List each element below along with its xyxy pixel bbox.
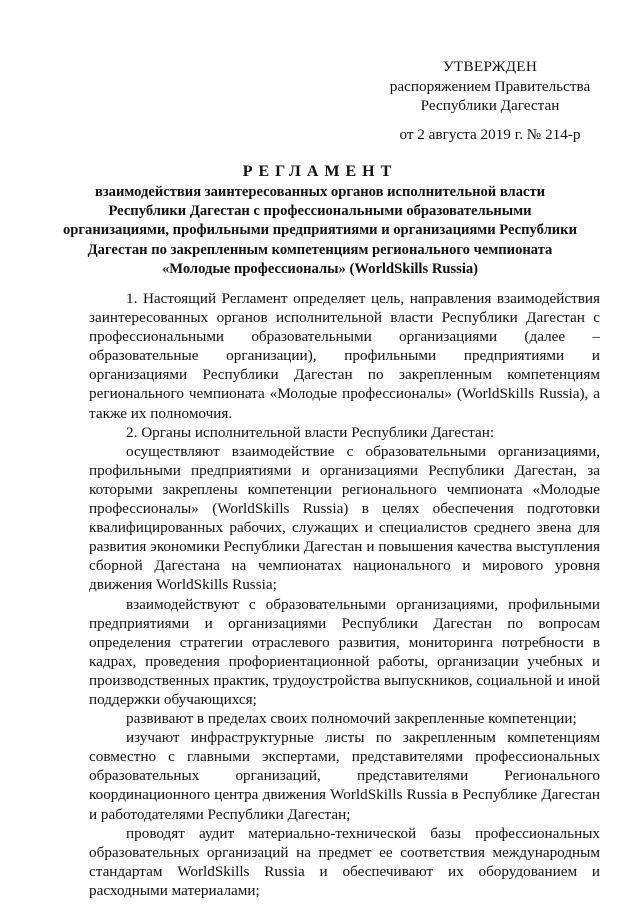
paragraph: развивают в пределах своих полномочий закрепленные компетенции; bbox=[126, 710, 577, 728]
paragraph: осуществляют взаимодействие с образовательными организациями, профильными предприятиями и организациями Республики Дагестан, за которыми закреплены компетенции регионального чемпионата «Молодые профессионалы» (WorldSkills Russia) в целях обеспечения подготовки квалифицированных рабочих, служащих и специалистов среднего звена для развития экономики Республики Дагестан и повышения качества выступления сборной Дагестана на чемпионатах национального и мирового уровня движения WorldSkills Russia; bbox=[89, 442, 600, 594]
approval-number: от 2 августа 2019 г. № 214-р bbox=[399, 125, 581, 143]
paragraph: 1. Настоящий Регламент определяет цель, направления взаимодействия заинтересованных органов исполнительной власти Республики Дагестан с профессиональными образовательными организациями (далее – образовательные организации), профильными предприятиями и организациями Республики Дагестан по закрепленным компетенциям регионального чемпионата «Молодые профессионалы» (WorldSkills Russia), а также их полномочия. bbox=[89, 290, 600, 422]
approval-line-2: Республики Дагестан bbox=[420, 97, 560, 114]
paragraph: проводят аудит материально-технической базы профессиональных образовательных организаций на предмет ее соответствия международным стандартам WorldSkills Russia и обеспечивают их оборудованием и расходными материалами; bbox=[89, 824, 600, 899]
paragraph: взаимодействуют с образовательными организациями, профильными предприятиями и организациями Республики Дагестан по вопросам определения стратегии отраслевого развития, мониторинга потребности в кадрах, проведения профориентационной работы, организации учебных и производственных практик, трудоустройства выпускников, социальной и иной поддержки обучающихся; bbox=[89, 595, 600, 708]
approval-line-1: распоряжением Правительства bbox=[389, 77, 591, 95]
document-title: РЕГЛАМЕНТ bbox=[242, 163, 398, 180]
approval-block bbox=[370, 57, 610, 144]
document-heading bbox=[60, 162, 580, 279]
document-subtitle: взаимодействия заинтересованных органов исполнительной власти Республики Дагестан с профессиональными образовательными организациями, профильными предприятиями и организациями Республики Дагестан по закрепленным компетенциям регионального чемпионата «Молодые профессионалы» (WorldSkills Russia) bbox=[63, 184, 577, 277]
paragraph: 2. Органы исполнительной власти Республики Дагестан: bbox=[126, 423, 495, 441]
paragraph: изучают инфраструктурные листы по закрепленным компетенциям совместно с главными экспертами, представителями профессиональных образовательных организаций, представителями Регионального координационного центра движения WorldSkills Russia в Республике Дагестан и работодателями Республики Дагестан; bbox=[89, 729, 600, 823]
approval-title: УТВЕРЖДЕН bbox=[442, 58, 538, 75]
document-body bbox=[89, 289, 600, 900]
